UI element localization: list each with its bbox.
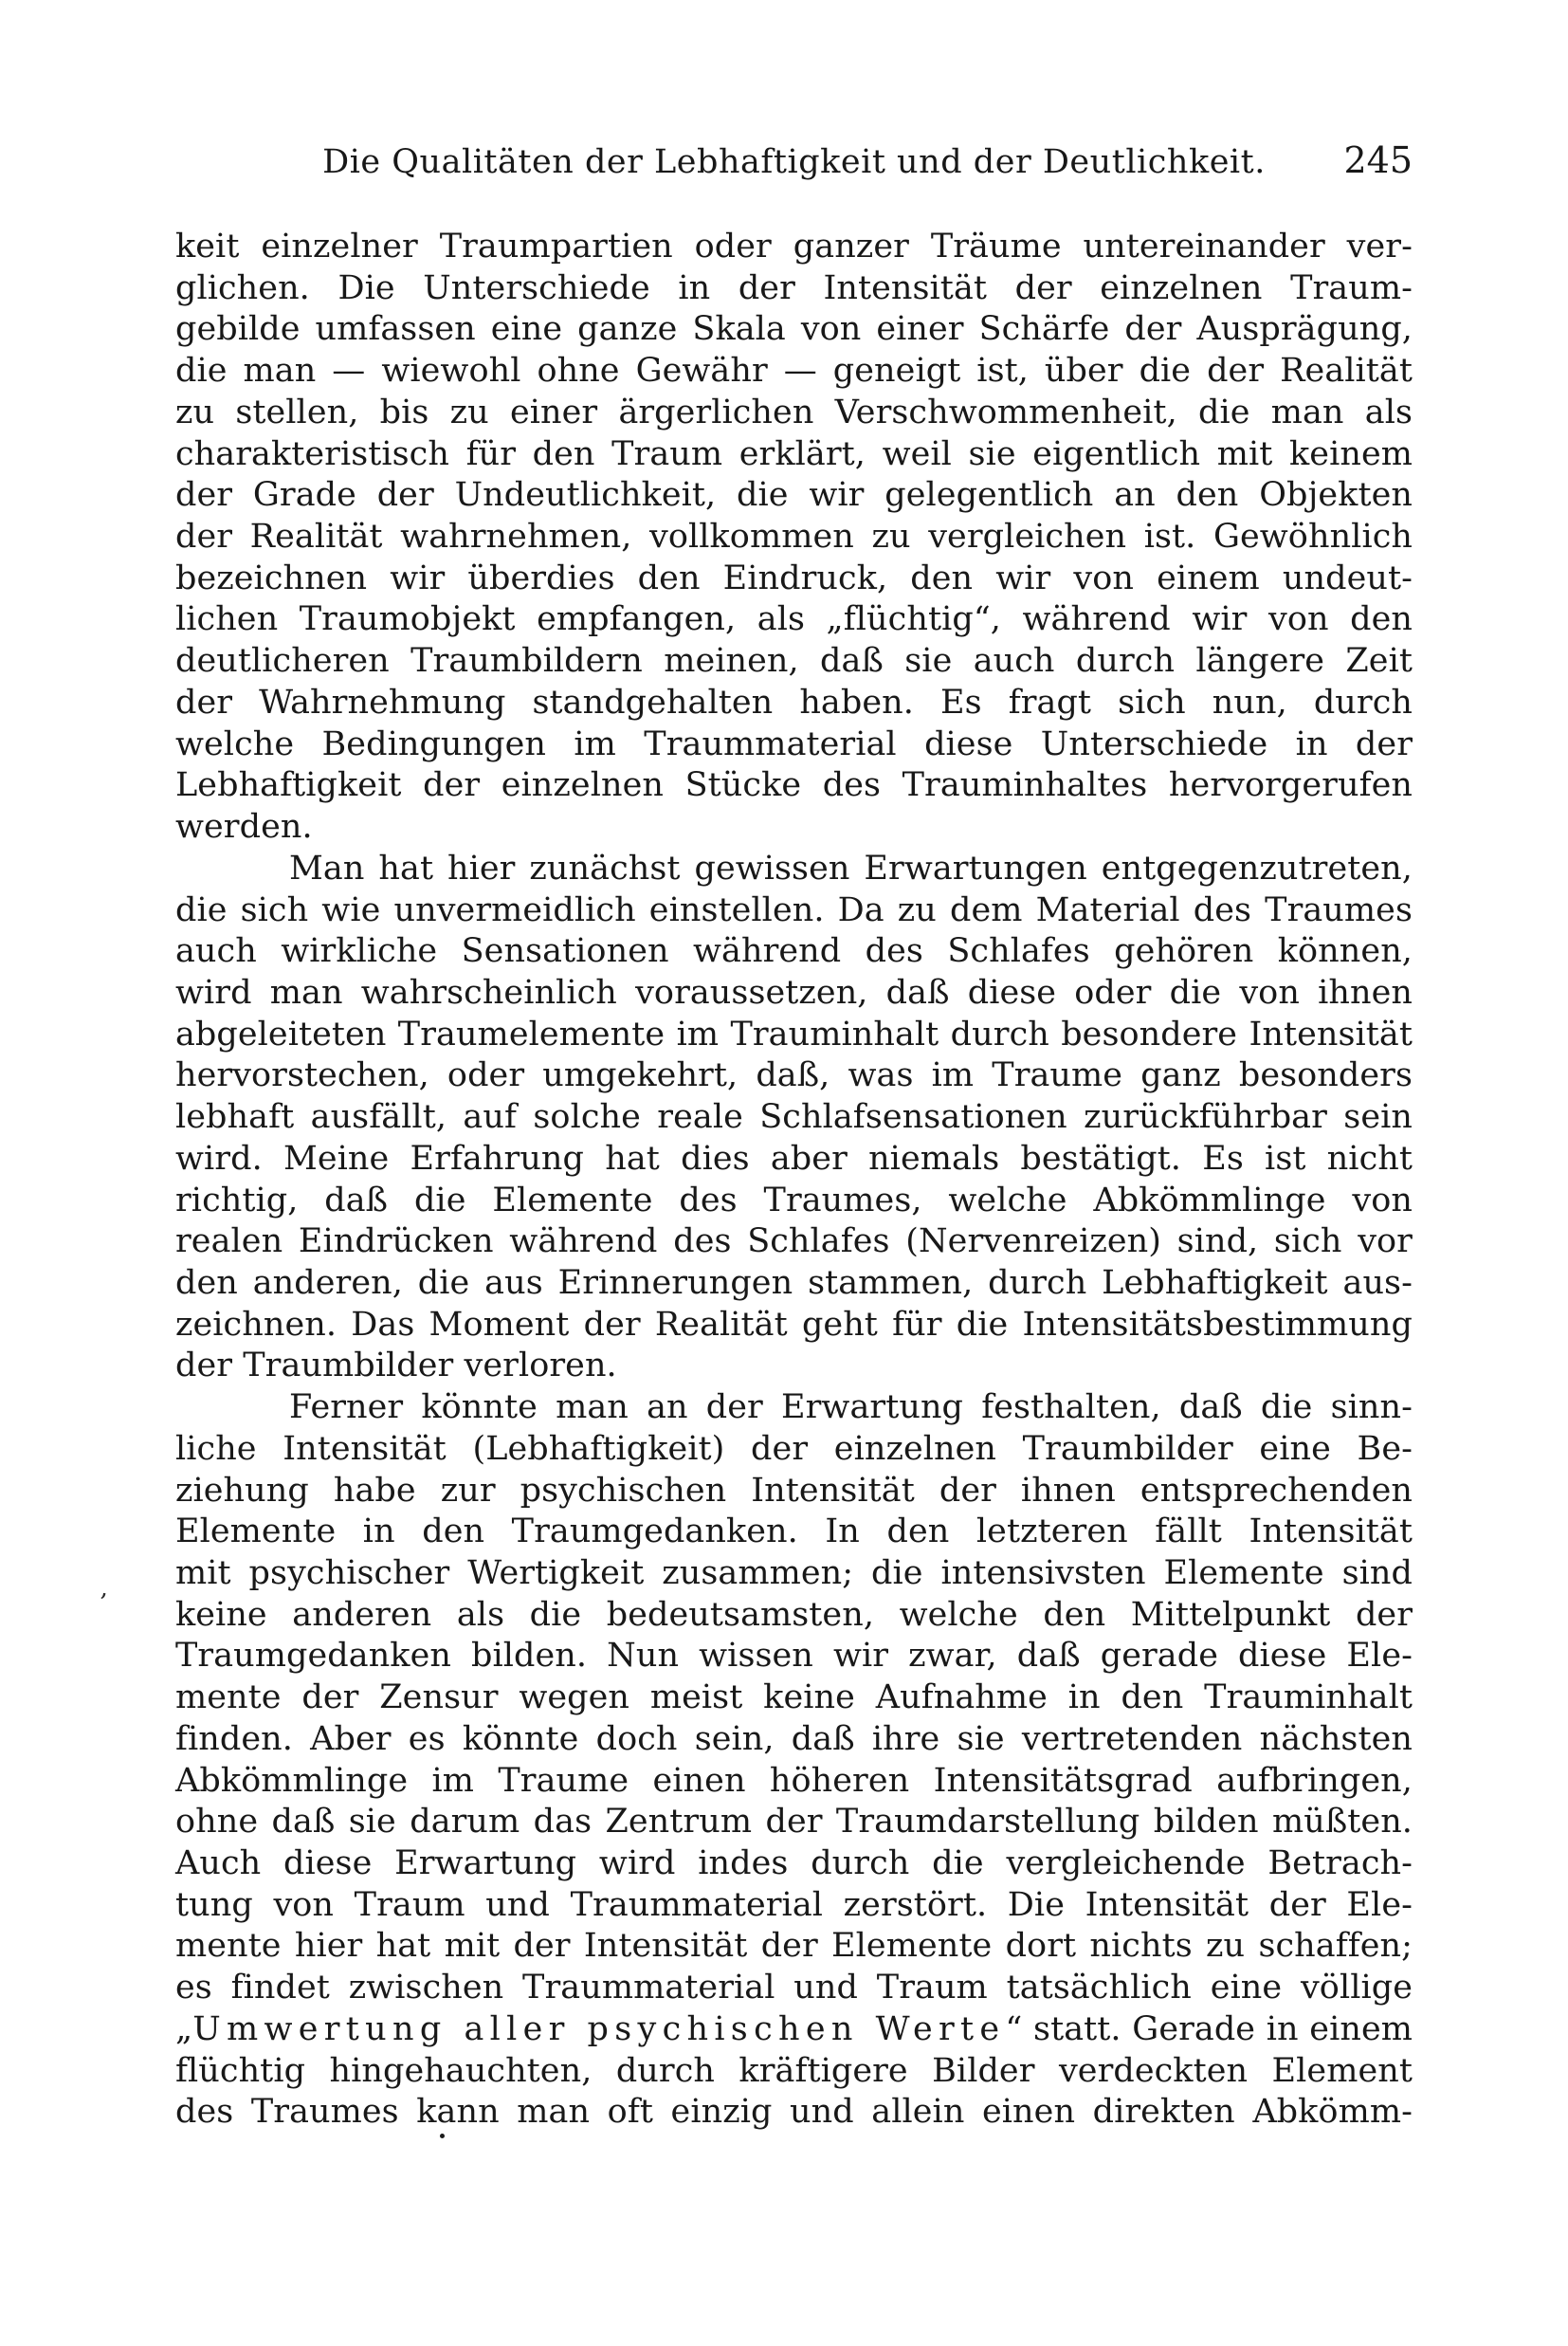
text-segment: Umwertung aller psychischen Werte [192, 2009, 1006, 2048]
text-line: flüchtig hingehauchten, durch kräftigere Bilder verdeckten Element [175, 2051, 1413, 2090]
text-line [175, 2009, 1413, 2051]
text-line: hervorstechen, oder umgekehrt, daß, was im Traume ganz besonders [175, 1056, 1413, 1095]
text-line: welche Bedingungen im Traummaterial diese Unterschiede in der [175, 724, 1413, 763]
text-segment: “ statt. Gerade in einem [1005, 2009, 1413, 2048]
text-line: des Traumes kann man oft einzig und allein einen direkten Abkömm- [175, 2093, 1413, 2132]
text-line: tung von Traum und Traummaterial zerstört. Die Intensität der Ele- [175, 1885, 1413, 1924]
text-line: abgeleiteten Traumelemente im Trauminhalt durch besondere Intensität [175, 1015, 1413, 1054]
text-line: glichen. Die Unterschiede in der Intensität der einzelnen Traum- [175, 268, 1413, 307]
running-head [175, 139, 1413, 185]
text-line: Abkömmlinge im Traume einen höheren Intensitätsgrad aufbringen, [175, 1761, 1413, 1800]
text-line: ziehung habe zur psychischen Intensität der ihnen entsprechenden [175, 1471, 1413, 1510]
text-line: charakteristisch für den Traum erklärt, weil sie eigentlich mit keinem [175, 434, 1413, 473]
text-line: bezeichnen wir überdies den Eindruck, den wir von einem undeut- [175, 559, 1413, 597]
text-line: wird. Meine Erfahrung hat dies aber niemals bestätigt. Es ist nicht [175, 1139, 1413, 1178]
text-line: den anderen, die aus Erinnerungen stammen, durch Lebhaftigkeit aus- [175, 1263, 1413, 1302]
text-line: zeichnen. Das Moment der Realität geht für die Intensitätsbestimmung [175, 1305, 1413, 1344]
text-line: ohne daß sie darum das Zentrum der Traumdarstellung bilden müßten. [175, 1803, 1413, 1842]
text-line: Lebhaftigkeit der einzelnen Stücke des Trauminhaltes hervorgerufen [175, 766, 1413, 805]
text-line: mit psychischer Wertigkeit zusammen; die intensivsten Elemente sind [175, 1554, 1413, 1592]
text-line: mente hier hat mit der Intensität der Elemente dort nichts zu schaffen; [175, 1927, 1413, 1966]
text-line: Elemente in den Traumgedanken. In den letzteren fällt Intensität [175, 1512, 1413, 1551]
text-line: realen Eindrücken während des Schlafes (Nervenreizen) sind, sich vor [175, 1222, 1413, 1261]
text-line: Man hat hier zunächst gewissen Erwartungen entgegenzutreten, [289, 849, 1413, 888]
text-line: Traumgedanken bilden. Nun wissen wir zwar, daß gerade diese Ele- [175, 1637, 1413, 1676]
text-line: finden. Aber es könnte doch sein, daß ihre sie vertretenden nächsten [175, 1719, 1413, 1758]
text-line: gebilde umfassen eine ganze Skala von einer Schärfe der Ausprägung, [175, 310, 1413, 349]
text-line: Auch diese Erwartung wird indes durch die vergleichende Betrach- [175, 1844, 1413, 1883]
text-line: die sich wie unvermeidlich einstellen. Da zu dem Material des Traumes [175, 890, 1413, 929]
page-number: 245 [1343, 139, 1413, 181]
text-line: werden. [175, 808, 313, 847]
text-line: der Grade der Undeutlichkeit, die wir gelegentlich an den Objekten [175, 476, 1413, 515]
text-line: richtig, daß die Elemente des Traumes, welche Abkömmlinge von [175, 1181, 1413, 1219]
text-segment: „ [175, 2009, 193, 2048]
text-line: lichen Traumobjekt empfangen, als „flüchtig“, während wir von den [175, 600, 1413, 639]
scan-fleck-artifact: ʼ [95, 1588, 108, 1619]
text-line: deutlicheren Traumbildern meinen, daß sie auch durch längere Zeit [175, 642, 1413, 681]
text-line: lebhaft ausfällt, auf solche reale Schlafsensationen zurückführbar sein [175, 1098, 1413, 1137]
text-line: wird man wahrscheinlich voraussetzen, daß diese oder die von ihnen [175, 973, 1413, 1012]
text-line: der Realität wahrnehmen, vollkommen zu vergleichen ist. Gewöhnlich [175, 518, 1413, 557]
text-line: auch wirkliche Sensationen während des Schlafes gehören können, [175, 932, 1413, 971]
running-header-title: Die Qualitäten der Lebhaftigkeit und der Deutlichkeit. [322, 143, 1266, 181]
text-line: zu stellen, bis zu einer ärgerlichen Verschwommenheit, die man als [175, 393, 1413, 431]
text-line: keine anderen als die bedeutsamsten, welche den Mittelpunkt der [175, 1595, 1413, 1634]
text-line: es findet zwischen Traummaterial und Traum tatsächlich eine völlige [175, 1969, 1413, 2007]
text-block [175, 227, 1413, 2134]
text-line: die man — wiewohl ohne Gewähr — geneigt ist, über die der Realität [175, 352, 1413, 391]
text-line: mente der Zensur wegen meist keine Aufnahme in den Trauminhalt [175, 1678, 1413, 1717]
text-line: liche Intensität (Lebhaftigkeit) der einzelnen Traumbilder eine Be- [175, 1429, 1413, 1468]
text-line: keit einzelner Traumpartien oder ganzer Träume untereinander ver- [175, 228, 1413, 266]
text-line: der Traumbilder verloren. [175, 1347, 617, 1385]
scan-dot-artifact [440, 2134, 445, 2138]
text-line: der Wahrnehmung standgehalten haben. Es fragt sich nun, durch [175, 683, 1413, 722]
text-line: Ferner könnte man an der Erwartung festhalten, daß die sinn- [289, 1388, 1413, 1427]
